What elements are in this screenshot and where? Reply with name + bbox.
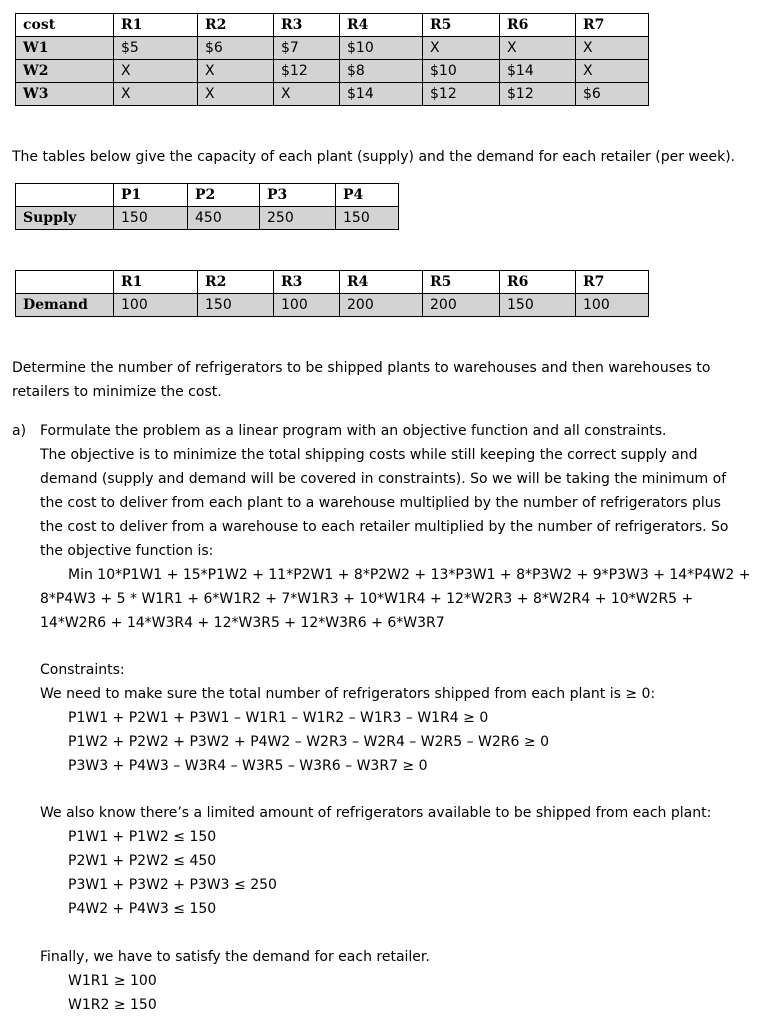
demand-table bbox=[15, 270, 649, 317]
supply-table bbox=[15, 183, 399, 230]
supply-cell: 150 bbox=[114, 207, 188, 230]
part-a-marker: a) bbox=[12, 423, 27, 439]
cost-row-label: W2 bbox=[16, 60, 114, 83]
demand-row bbox=[16, 294, 649, 317]
cost-cell: X bbox=[500, 37, 576, 60]
part-a-line: the objective function is: bbox=[40, 543, 214, 559]
supply-intro: We also know there’s a limited amount of refrigerators available to be shipped from each plant: bbox=[40, 805, 712, 821]
cost-cell: X bbox=[274, 83, 340, 106]
part-a-line: the cost to deliver from each plant to a warehouse multiplied by the number of refrigerators plus bbox=[40, 495, 721, 511]
intro-text: The tables below give the capacity of each plant (supply) and the demand for each retailer (per week). bbox=[12, 149, 736, 165]
demand-header-cell: R2 bbox=[198, 271, 274, 294]
constraints-heading: Constraints: bbox=[40, 662, 125, 678]
cost-cell: $5 bbox=[114, 37, 198, 60]
cost-header-cell: R7 bbox=[576, 14, 649, 37]
constraints-intro: We need to make sure the total number of refrigerators shipped from each plant is ≥ 0: bbox=[40, 686, 656, 702]
cost-header-cell: R6 bbox=[500, 14, 576, 37]
supply-header-cell bbox=[16, 184, 114, 207]
part-a-line: demand (supply and demand will be covered in constraints). So we will be taking the minimum of bbox=[40, 471, 727, 487]
demand-constraint: W1R2 ≥ 150 bbox=[68, 997, 157, 1013]
nonneg-constraint: P1W1 + P2W1 + P3W1 – W1R1 – W1R2 – W1R3 – W1R4 ≥ 0 bbox=[68, 710, 489, 726]
nonneg-constraint: P1W2 + P2W2 + P3W2 + P4W2 – W2R3 – W2R4 – W2R5 – W2R6 ≥ 0 bbox=[68, 734, 549, 750]
cost-header-cell: R5 bbox=[423, 14, 500, 37]
cost-header-cell: R2 bbox=[198, 14, 274, 37]
demand-constraint: W1R1 ≥ 100 bbox=[68, 973, 157, 989]
cost-header-cell: R1 bbox=[114, 14, 198, 37]
demand-header-cell bbox=[16, 271, 114, 294]
cost-cell: $14 bbox=[500, 60, 576, 83]
supply-header-cell: P1 bbox=[114, 184, 188, 207]
part-a-line: The objective is to minimize the total shipping costs while still keeping the correct supply and bbox=[40, 447, 698, 463]
demand-cell: 100 bbox=[114, 294, 198, 317]
supply-row bbox=[16, 207, 399, 230]
demand-header-cell: R6 bbox=[500, 271, 576, 294]
supply-header-cell: P4 bbox=[336, 184, 399, 207]
cost-row-w3 bbox=[16, 83, 649, 106]
supply-cell: 150 bbox=[336, 207, 399, 230]
cost-cell: X bbox=[423, 37, 500, 60]
demand-cell: 100 bbox=[274, 294, 340, 317]
cost-table bbox=[15, 13, 649, 106]
cost-cell: $6 bbox=[576, 83, 649, 106]
cost-cell: $8 bbox=[340, 60, 423, 83]
supply-cell: 450 bbox=[188, 207, 260, 230]
cost-cell: $6 bbox=[198, 37, 274, 60]
supply-constraint: P3W1 + P3W2 + P3W3 ≤ 250 bbox=[68, 877, 277, 893]
cost-cell: $7 bbox=[274, 37, 340, 60]
cost-header-cell: R4 bbox=[340, 14, 423, 37]
objective-line: 14*W2R6 + 14*W3R4 + 12*W3R5 + 12*W3R6 + 6*W3R7 bbox=[40, 615, 445, 631]
demand-header-cell: R1 bbox=[114, 271, 198, 294]
cost-cell: X bbox=[114, 60, 198, 83]
cost-cell: $10 bbox=[340, 37, 423, 60]
cost-cell: X bbox=[114, 83, 198, 106]
cost-cell: $12 bbox=[500, 83, 576, 106]
demand-header-row bbox=[16, 271, 649, 294]
supply-constraint: P2W1 + P2W2 ≤ 450 bbox=[68, 853, 217, 869]
demand-cell: 200 bbox=[423, 294, 500, 317]
demand-header-cell: R3 bbox=[274, 271, 340, 294]
supply-header-cell: P3 bbox=[260, 184, 336, 207]
supply-cell: 250 bbox=[260, 207, 336, 230]
supply-header-row bbox=[16, 184, 399, 207]
objective-line: Min 10*P1W1 + 15*P1W2 + 11*P2W1 + 8*P2W2 + 13*P3W1 + 8*P3W2 + 9*P3W3 + 14*P4W2 + bbox=[68, 567, 751, 583]
problem-line: retailers to minimize the cost. bbox=[12, 384, 222, 400]
supply-constraint: P4W2 + P4W3 ≤ 150 bbox=[68, 901, 217, 917]
supply-row-label: Supply bbox=[16, 207, 114, 230]
cost-header-cell: cost bbox=[16, 14, 114, 37]
cost-cell: X bbox=[198, 83, 274, 106]
demand-cell: 150 bbox=[198, 294, 274, 317]
part-a-line: the cost to deliver from a warehouse to each retailer multiplied by the number of refrigerators. So bbox=[40, 519, 729, 535]
cost-cell: $14 bbox=[340, 83, 423, 106]
cost-row-label: W1 bbox=[16, 37, 114, 60]
demand-header-cell: R7 bbox=[576, 271, 649, 294]
cost-header-cell: R3 bbox=[274, 14, 340, 37]
part-a-line: Formulate the problem as a linear program with an objective function and all constraints. bbox=[40, 423, 667, 439]
nonneg-constraint: P3W3 + P4W3 – W3R4 – W3R5 – W3R6 – W3R7 ≥ 0 bbox=[68, 758, 428, 774]
objective-line: 8*P4W3 + 5 * W1R1 + 6*W1R2 + 7*W1R3 + 10*W1R4 + 12*W2R3 + 8*W2R4 + 10*W2R5 + bbox=[40, 591, 694, 607]
cost-cell: X bbox=[576, 60, 649, 83]
supply-constraint: P1W1 + P1W2 ≤ 150 bbox=[68, 829, 217, 845]
cost-cell: X bbox=[198, 60, 274, 83]
demand-cell: 200 bbox=[340, 294, 423, 317]
cost-cell: $10 bbox=[423, 60, 500, 83]
cost-header-row bbox=[16, 14, 649, 37]
demand-cell: 150 bbox=[500, 294, 576, 317]
cost-row-w2 bbox=[16, 60, 649, 83]
demand-intro: Finally, we have to satisfy the demand for each retailer. bbox=[40, 949, 430, 965]
demand-cell: 100 bbox=[576, 294, 649, 317]
cost-cell: $12 bbox=[274, 60, 340, 83]
cost-row-w1 bbox=[16, 37, 649, 60]
problem-line: Determine the number of refrigerators to be shipped plants to warehouses and then warehouses to bbox=[12, 360, 711, 376]
supply-header-cell: P2 bbox=[188, 184, 260, 207]
cost-cell: X bbox=[576, 37, 649, 60]
demand-header-cell: R5 bbox=[423, 271, 500, 294]
demand-header-cell: R4 bbox=[340, 271, 423, 294]
demand-row-label: Demand bbox=[16, 294, 114, 317]
cost-row-label: W3 bbox=[16, 83, 114, 106]
cost-cell: $12 bbox=[423, 83, 500, 106]
